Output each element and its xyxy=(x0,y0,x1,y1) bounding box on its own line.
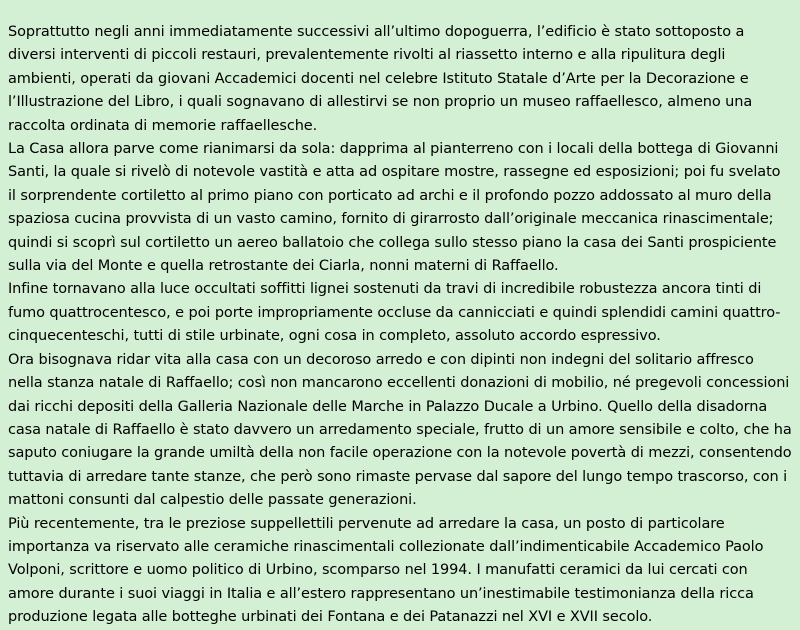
paragraph-1: Soprattutto negli anni immediatamente successivi all’ultimo dopoguerra, l’edificio è stato sottoposto a diversi interventi di piccoli restauri, prevalentemente rivolti al riassetto interno e alla ripulitura degli ambienti, operati da giovani Accademici docenti nel celebre Istituto Statale d’Arte per la Decorazione e l’Illustrazione del Libro, i quali sognavano di allestirvi se non proprio un museo raffaellesco, almeno una raccolta ordinata di memorie raffaellesche. xyxy=(8,24,753,134)
text-body xyxy=(8,21,792,630)
paragraph-4: Ora bisognava ridar vita alla casa con un decoroso arredo e con dipinti non indegni del solitario affresco nella stanza natale di Raffaello; così non mancarono eccellenti donazioni di mobilio, né pregevoli concessioni dai ricchi depositi della Galleria Nazionale delle Marche in Palazzo Ducale a Urbino. Quello della disadorna casa natale di Raffaello è stato davvero un arredamento speciale, frutto di un amore sensibile e colto, che ha saputo coniugare la grande umiltà della non facile operazione con la notevole povertà di mezzi, consentendo tuttavia di arredare tante stanze, che però sono rimaste pervase dal sapore del lungo tempo trascorso, con i mattoni consunti dal calpestio delle passate generazioni. xyxy=(8,351,792,509)
paragraph-3: Infine tornavano alla luce occultati soffitti lignei sostenuti da travi di incredibile robustezza ancora tinti di fumo quattrocentesco, e poi porte impropriamente occluse da cannicciati e quindi splendidi camini quattro-cinquecenteschi, tutti di stile urbinate, ogni cosa in completo, assoluto accordo espressivo. xyxy=(8,281,781,345)
paragraph-5: Più recentemente, tra le preziose suppellettili pervenute ad arredare la casa, un posto di particolare importanza va riservato alle ceramiche rinascimentali collezionate dall’indimenticabile Accademico Paolo Volponi, scrittore e uomo politico di Urbino, scomparso nel 1994. I manufatti ceramici da lui cercati con amore durante i suoi viaggi in Italia e all’estero rappresentano un’inestimabile testimonianza della ricca produzione legata alle botteghe urbinati dei Fontana e dei Patanazzi nel XVI e XVII secolo. xyxy=(8,515,764,626)
paragraph-2: La Casa allora parve come rianimarsi da sola: dapprima al pianterreno con i locali della bottega di Giovanni Santi, la quale si rivelò di notevole vastità e atta ad ospitare mostre, rassegne ed esposizioni; poi fu svelato il sorprendente cortiletto al primo piano con porticato ad archi e il profondo pozzo addossato al muro della spaziosa cucina provvista di un vasto camino, fornito di girarrosto dall’originale meccanica rinascimentale; quindi si scoprì sul cortiletto un aereo ballatoio che collega sullo stesso piano la casa dei Santi prospiciente sulla via del Monte e quella retrostante dei Ciarla, nonni materni di Raffaello. xyxy=(8,141,781,275)
